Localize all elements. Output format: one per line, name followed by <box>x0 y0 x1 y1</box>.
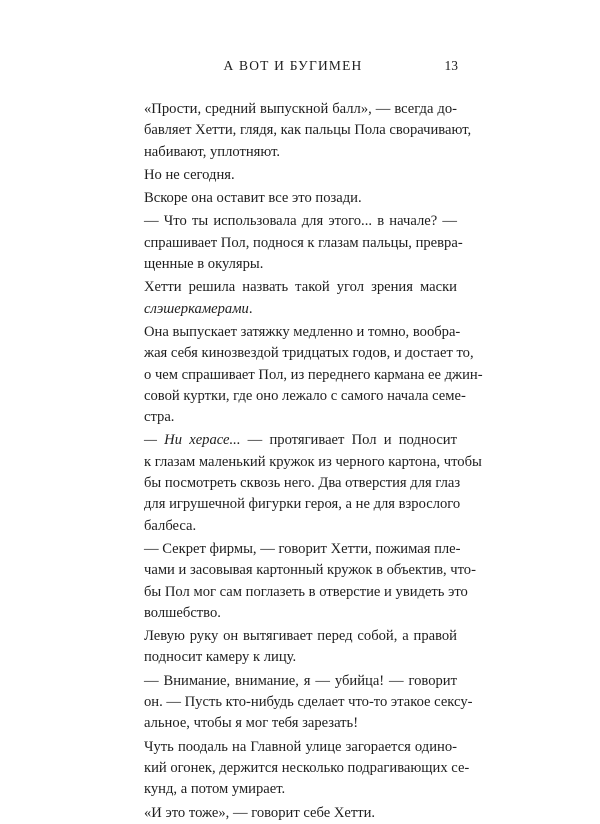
text-fragment: — протягивает Пол и подносит <box>240 432 457 449</box>
paragraph <box>131 803 457 824</box>
text-line: Левую руку он вытягивает перед собой, а правой <box>144 628 457 645</box>
text-line: чами и засовывая картонный кружок в объектив, что- <box>144 562 476 579</box>
text-line: «Прости, средний выпускной балл», — всегда до- <box>144 101 457 117</box>
body-text <box>131 99 483 824</box>
paragraph <box>131 626 457 669</box>
text-line: кунд, а потом умирает. <box>144 781 286 798</box>
text-line: Вскоре она оставит все это позади. <box>144 190 362 207</box>
text-line: альное, чтобы я мог тебя зарезать! <box>144 715 359 732</box>
text-line: спрашивает Пол, поднося к глазам пальцы, превра- <box>144 234 463 251</box>
paragraph <box>131 539 476 624</box>
punctuation: . <box>248 300 253 317</box>
text-line: «И это тоже», — говорит себе Хетти. <box>144 804 376 821</box>
text-line <box>131 430 457 451</box>
paragraph <box>131 188 457 209</box>
text-line: подносит камеру к лицу. <box>144 649 297 666</box>
paragraph <box>131 671 473 735</box>
text-line: о чем спрашивает Пол, из переднего кармана ее джин- <box>144 366 483 383</box>
paragraph <box>131 430 482 536</box>
text-line: стра. <box>144 409 175 426</box>
text-line: Хетти решила назвать такой угол зрения маски <box>144 279 457 296</box>
paragraph <box>131 99 472 163</box>
italic-term: слэшеркамерами <box>144 300 249 317</box>
text-line: балбеса. <box>144 517 197 534</box>
running-head <box>128 55 458 77</box>
text-line: бы посмотреть сквозь него. Два отверстия для глаз <box>144 475 461 492</box>
text-line <box>131 299 457 320</box>
running-title: А ВОТ И БУГИМЕН <box>223 58 363 73</box>
text-line: — Секрет фирмы, — говорит Хетти, пожимая пле- <box>144 540 461 557</box>
paragraph <box>131 211 463 275</box>
text-line: кий огонек, держится несколько подрагивающих се- <box>144 759 470 776</box>
text-line: щенные в окуляры. <box>144 256 264 273</box>
paragraph <box>131 165 457 186</box>
text-line: бы Пол мог сам поглазеть в отверстие и увидеть это <box>144 583 468 600</box>
paragraph <box>131 322 483 428</box>
text-line: Чуть поодаль на Главной улице загорается одино- <box>144 738 457 755</box>
paragraph <box>131 737 470 801</box>
text-line: — Внимание, внимание, я — убийца! — говорит <box>144 672 457 689</box>
paragraph <box>131 277 457 320</box>
text-line: совой куртки, где оно лежало с самого начала семе- <box>144 387 466 404</box>
text-line: Она выпускает затяжку медленно и томно, вообра- <box>144 323 461 340</box>
text-line: для игрушечной фигурки героя, а не для взрослого <box>144 496 461 513</box>
text-line: он. — Пусть кто-нибудь сделает что-то этакое сексу- <box>144 694 473 711</box>
text-line: жая себя кинозвездой тридцатых годов, и достает то, <box>144 345 474 362</box>
page-number: 13 <box>444 58 458 73</box>
text-line: к глазам маленький кружок из черного картона, чтобы <box>144 453 482 470</box>
text-line: волшебство. <box>144 604 221 621</box>
text-line: набивают, уплотняют. <box>144 143 281 160</box>
text-line: — Что ты использовала для этого... в начале? — <box>144 213 457 230</box>
text-line: Но не сегодня. <box>144 166 235 183</box>
italic-phrase: — Ни херасе... <box>144 432 241 449</box>
text-line: бавляет Хетти, глядя, как пальцы Пола сворачивают, <box>144 122 472 139</box>
